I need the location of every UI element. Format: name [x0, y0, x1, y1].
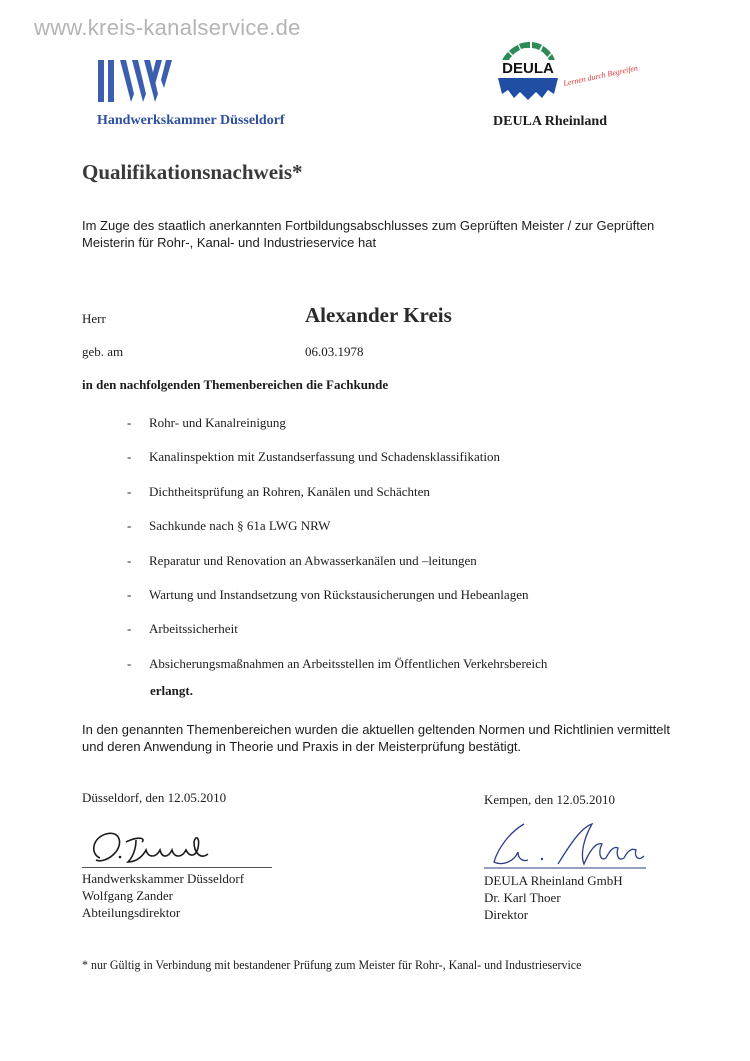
bullet-dash: - — [127, 552, 132, 568]
right-signer-role: Direktor — [484, 907, 529, 922]
deula-tagline: Lernen durch Begreifen — [562, 63, 639, 88]
deula-logo — [488, 36, 639, 104]
intro-paragraph: Im Zuge des staatlich anerkannten Fortbildungsabschlusses zum Geprüften Meister / zur Geprüften Meisterin für Rohr-, Kanal- und Industrieservice hat — [82, 218, 655, 250]
left-signature — [86, 824, 266, 872]
topic-item — [127, 621, 547, 655]
topic-label: Absicherungsmaßnahmen an Arbeitsstellen im Öffentlichen Verkehrsbereich — [149, 655, 548, 671]
footnote: * nur Gültig in Verbindung mit bestandener Prüfung zum Meister für Rohr-, Kanal- und Industrieservice — [82, 957, 582, 972]
topic-label: Kanalinspektion mit Zustandserfassung und Schadensklassifikation — [149, 449, 500, 465]
topic-label: Dichtheitsprüfung an Rohren, Kanälen und Schächten — [149, 483, 430, 499]
topic-label: Sachkunde nach § 61a LWG NRW — [149, 518, 331, 534]
topic-label: Wartung und Instandsetzung von Rückstausicherungen und Hebeanlagen — [149, 586, 529, 602]
topic-item — [127, 484, 547, 518]
document-title: Qualifikationsnachweis* — [82, 160, 303, 184]
left-signature-line — [82, 867, 272, 868]
right-signer-block — [484, 872, 623, 923]
topic-item — [127, 518, 547, 552]
topics-lead: in den nachfolgenden Themenbereichen die Fachkunde — [82, 377, 389, 392]
salutation: Herr — [82, 311, 106, 326]
topic-label: Reparatur und Renovation an Abwasserkanälen und –leitungen — [149, 552, 477, 568]
birth-date-label: geb. am — [82, 344, 124, 359]
hwk-logo — [98, 58, 172, 104]
right-signer-name: Dr. Karl Thoer — [484, 890, 561, 905]
left-place-date: Düsseldorf, den 12.05.2010 — [82, 790, 227, 805]
topic-list — [127, 415, 547, 690]
left-signer-name: Wolfgang Zander — [82, 888, 173, 903]
bullet-dash: - — [127, 655, 132, 671]
bullet-dash: - — [127, 586, 132, 602]
left-signer-role: Abteilungsdirektor — [82, 905, 181, 920]
topic-item — [127, 449, 547, 483]
birth-date: 06.03.1978 — [305, 344, 364, 359]
deula-logo-text: DEULA — [502, 60, 554, 77]
right-signature — [484, 818, 654, 876]
topic-label: Arbeitssicherheit — [149, 621, 238, 637]
deula-organization-name: DEULA Rheinland — [493, 114, 607, 129]
topic-item — [127, 587, 547, 621]
topic-item — [127, 553, 547, 587]
left-signer-block — [82, 870, 244, 921]
left-signer-org: Handwerkskammer Düsseldorf — [82, 871, 245, 886]
bullet-dash: - — [127, 518, 132, 534]
recipient-name: Alexander Kreis — [305, 303, 452, 327]
bullet-dash: - — [127, 483, 132, 499]
closing-paragraph: In den genannten Themenbereichen wurden die aktuellen geltenden Normen und Richtlinien vermittelt und deren Anwendung in Theorie und Praxis in der Meisterprüfung bestätigt. — [82, 722, 671, 754]
bullet-dash: - — [127, 415, 132, 430]
acquired-text: erlangt. — [150, 683, 193, 698]
website-watermark: www.kreis-kanalservice.de — [34, 15, 301, 40]
right-place-date: Kempen, den 12.05.2010 — [484, 792, 616, 807]
bullet-dash: - — [127, 449, 132, 465]
topic-label: Rohr- und Kanalreinigung — [149, 415, 286, 430]
right-signer-org: DEULA Rheinland GmbH — [484, 873, 623, 888]
bullet-dash: - — [127, 621, 132, 637]
topic-item — [127, 415, 547, 449]
hwk-organization-name: Handwerkskammer Düsseldorf — [97, 113, 285, 128]
